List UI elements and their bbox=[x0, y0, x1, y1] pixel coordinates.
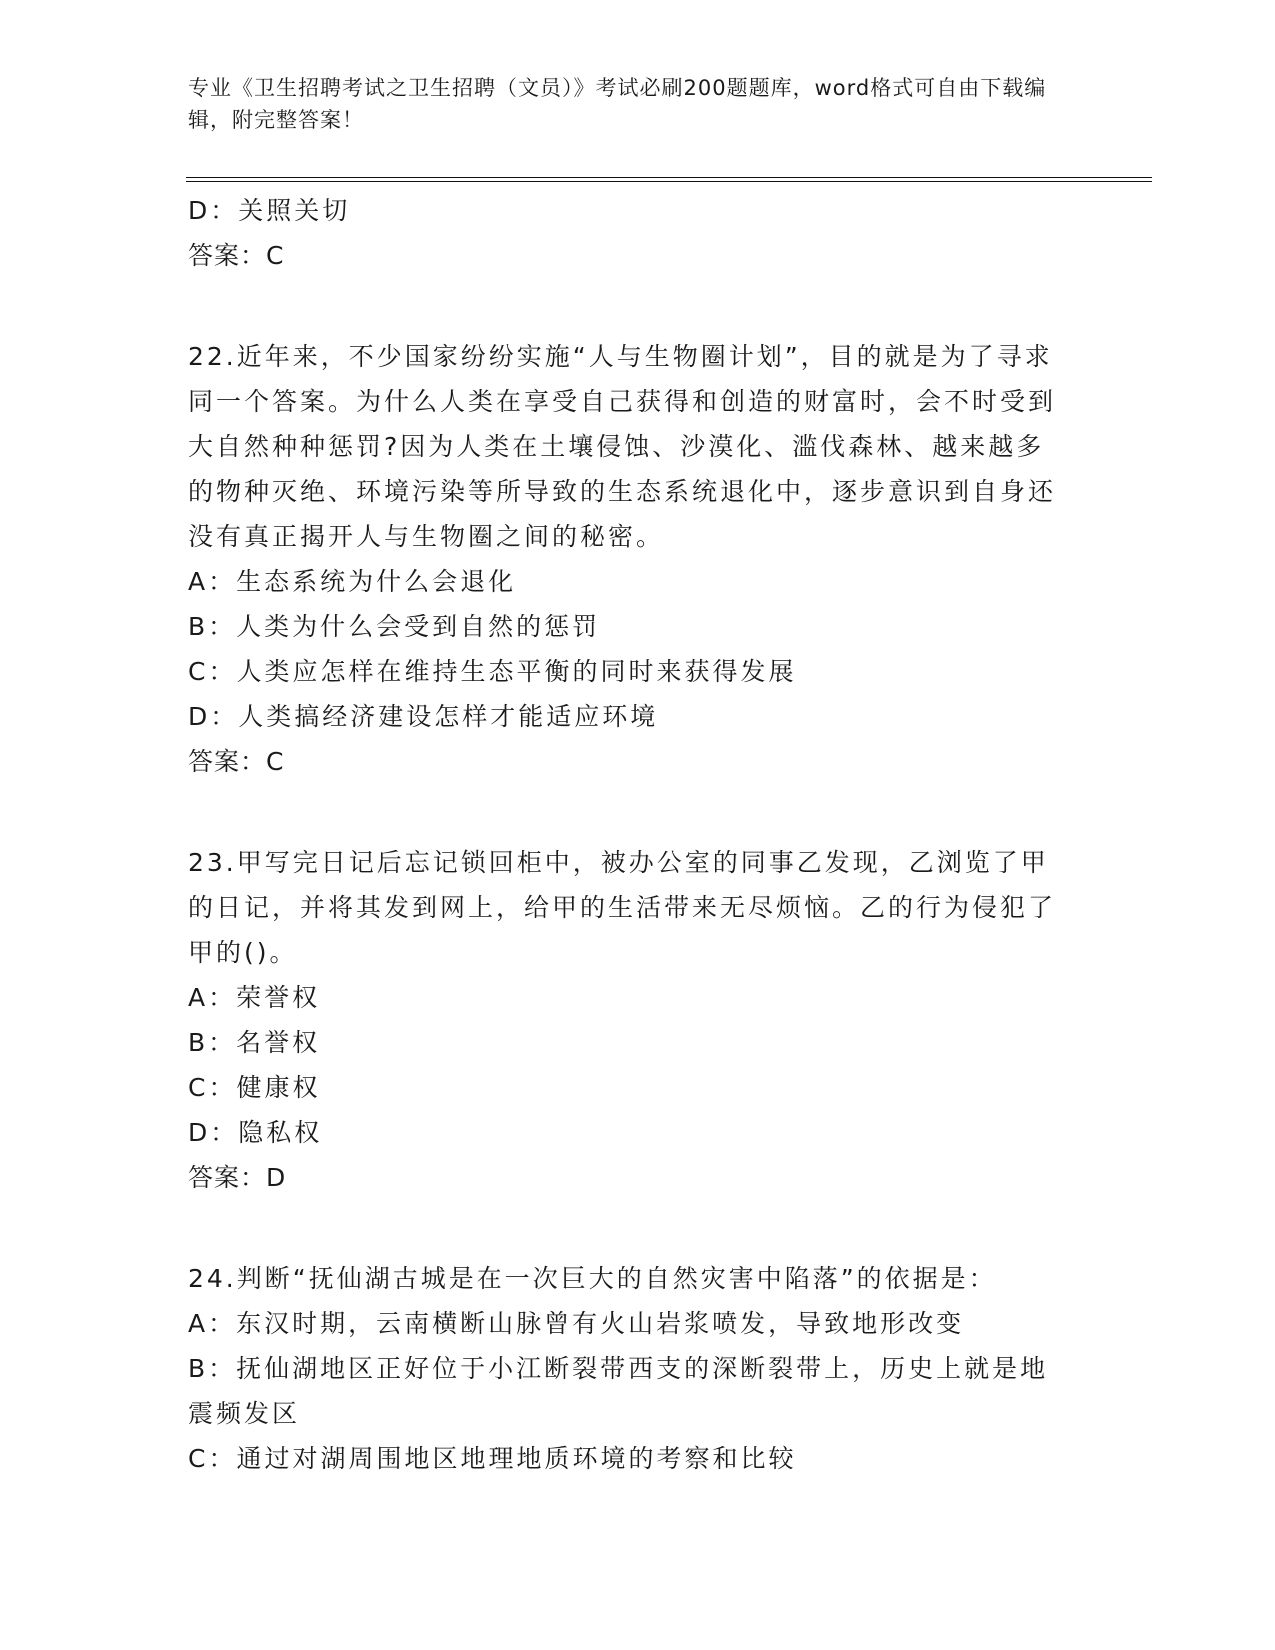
question-22-option-a: A：生态系统为什么会退化 bbox=[188, 567, 517, 596]
question-24-text: 24.判断“抚仙湖古城是在一次巨大的自然灾害中陷落”的依据是： bbox=[188, 1264, 997, 1293]
prev-answer: 答案：C bbox=[188, 241, 285, 270]
question-23-option-b: B：名誉权 bbox=[188, 1028, 321, 1057]
question-23-option-a: A：荣誉权 bbox=[188, 983, 321, 1012]
spacer bbox=[188, 784, 1068, 840]
question-22-answer: 答案：C bbox=[188, 747, 285, 776]
question-23-answer: 答案：D bbox=[188, 1163, 287, 1192]
question-24-option-a: A：东汉时期，云南横断山脉曾有火山岩浆喷发，导致地形改变 bbox=[188, 1309, 965, 1338]
header-rule-bottom bbox=[186, 181, 1152, 182]
spacer bbox=[188, 278, 1068, 334]
question-23-option-c: C：健康权 bbox=[188, 1073, 321, 1102]
question-23-option-d: D：隐私权 bbox=[188, 1118, 323, 1147]
question-22-text: 22.近年来，不少国家纷纷实施“人与生物圈计划”，目的就是为了寻求同一个答案。为什么人类在享受自己获得和创造的财富时，会不时受到大自然种种惩罚?因为人类在土壤侵蚀、沙漠化、滥伐森林、越来越多的物种灭绝、环境污染等所导致的生态系统退化中，逐步意识到自身还没有真正揭开人与生物圈之间的秘密。 bbox=[188, 342, 1057, 551]
question-24-option-b: B：抚仙湖地区正好位于小江断裂带西支的深断裂带上，历史上就是地震频发区 bbox=[188, 1354, 1049, 1428]
question-23-text: 23.甲写完日记后忘记锁回柜中，被办公室的同事乙发现，乙浏览了甲的日记，并将其发到网上，给甲的生活带来无尽烦恼。乙的行为侵犯了甲的()。 bbox=[188, 848, 1057, 967]
header-rule-top bbox=[186, 177, 1152, 178]
page-header: 专业《卫生招聘考试之卫生招聘（文员）》考试必刷200题题库，word格式可自由下载编辑，附完整答案！ bbox=[188, 76, 1047, 132]
question-22-option-d: D：人类搞经济建设怎样才能适应环境 bbox=[188, 702, 659, 731]
question-content bbox=[188, 188, 1068, 1481]
question-22-option-b: B：人类为什么会受到自然的惩罚 bbox=[188, 612, 601, 641]
prev-option-d: D：关照关切 bbox=[188, 196, 351, 225]
question-22-option-c: C：人类应怎样在维持生态平衡的同时来获得发展 bbox=[188, 657, 797, 686]
spacer bbox=[188, 1200, 1068, 1256]
question-24-option-c: C：通过对湖周围地区地理地质环境的考察和比较 bbox=[188, 1444, 797, 1473]
